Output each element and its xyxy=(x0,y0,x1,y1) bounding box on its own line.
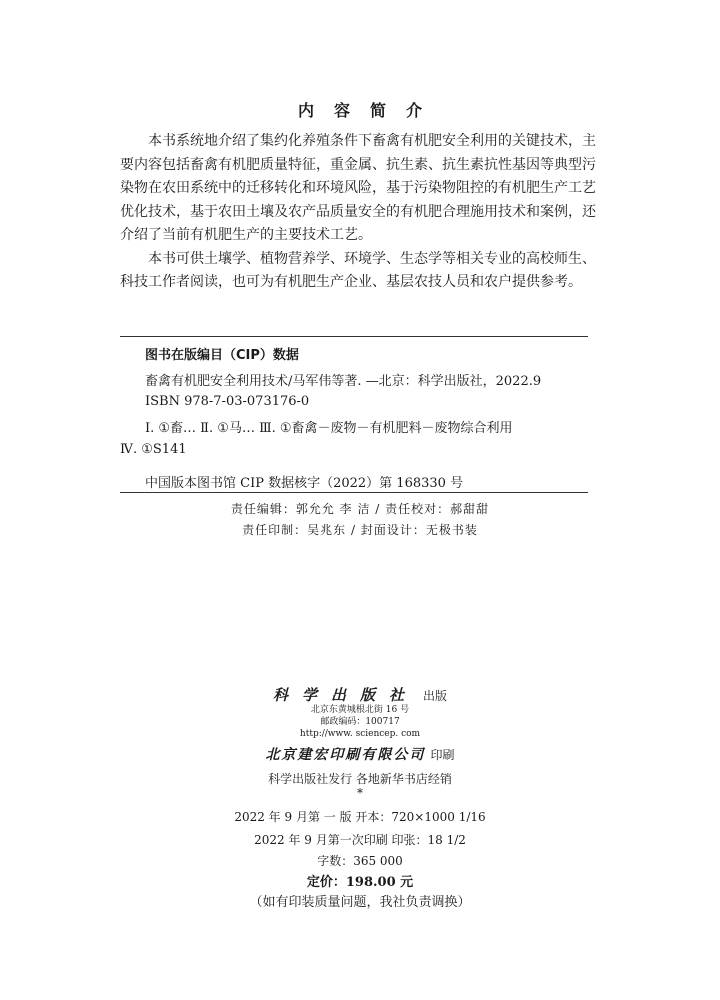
cip-title: 图书在版编目（CIP）数据 xyxy=(145,348,299,363)
cip-line-title-author: 畜禽有机肥安全利用技术/马军伟等著. —北京：科学出版社，2022.9 xyxy=(145,374,542,389)
cip-line-record-number: 中国版本图书馆 CIP 数据核字（2022）第 168330 号 xyxy=(145,476,464,491)
cip-line-classification: Ⅰ. ①畜… Ⅱ. ①马… Ⅲ. ①畜禽－废物－有机肥料－废物综合利用 xyxy=(145,421,513,436)
page-title: 内容简介 xyxy=(297,101,442,120)
publisher-line xyxy=(0,684,720,705)
publisher-address: 北京东黄城根北街 16 号 xyxy=(310,705,410,715)
credits-printing-design: 责任印制：吴兆东 / 封面设计：无极书装 xyxy=(242,523,478,537)
intro-paragraph-1: 本书系统地介绍了集约化养殖条件下畜禽有机肥安全利用的关键技术，主要内容包括畜禽有机肥质量特征，重金属、抗生素、抗生素抗性基因等典型污染物在农田系统中的迁移转化和环境风险，基于污染物阻控的有机肥生产工艺优化技术，基于农田土壤及农产品质量安全的有机肥合理施用技术和案例，还介绍了当前有机肥生产的主要技术工艺。 xyxy=(120,133,596,243)
printer-suffix: 印刷 xyxy=(430,748,455,762)
cip-line-clc-number: Ⅳ. ①S141 xyxy=(120,442,187,457)
book-introduction xyxy=(120,130,596,295)
publisher-suffix: 出版 xyxy=(423,689,448,703)
price: 定价：198.00 元 xyxy=(306,875,414,890)
separator-asterisk: * xyxy=(357,786,363,800)
quality-notice: （如有印装质量问题，我社负责调换） xyxy=(249,895,471,910)
distribution-line: 科学出版社发行 各地新华书店经销 xyxy=(268,772,452,786)
intro-paragraph-2: 本书可供土壤学、植物营养学、环境学、生态学等相关专业的高校师生、科技工作者阅读，也可为有机肥生产企业、基层农技人员和农户提供参考。 xyxy=(120,250,596,290)
printer-line xyxy=(0,744,720,764)
publisher-website: http://www. sciencep. com xyxy=(299,729,421,739)
publisher-postcode: 邮政编码：100717 xyxy=(320,717,400,727)
publisher-name: 科学出版社 xyxy=(272,686,418,704)
word-count: 字数：365 000 xyxy=(317,854,403,868)
edition-line: 2022 年 9 月第 一 版 开本：720×1000 1/16 xyxy=(234,810,486,824)
credits-editors: 责任编辑：郭允允 李 洁 / 责任校对：郝甜甜 xyxy=(230,502,490,516)
printing-line: 2022 年 9 月第一次印刷 印张：18 1/2 xyxy=(254,833,466,847)
cip-line-isbn: ISBN 978-7-03-073176-0 xyxy=(145,394,310,409)
cip-top-rule xyxy=(120,336,588,337)
printer-name: 北京建宏印刷有限公司 xyxy=(265,747,426,763)
cip-bottom-rule xyxy=(120,492,588,493)
